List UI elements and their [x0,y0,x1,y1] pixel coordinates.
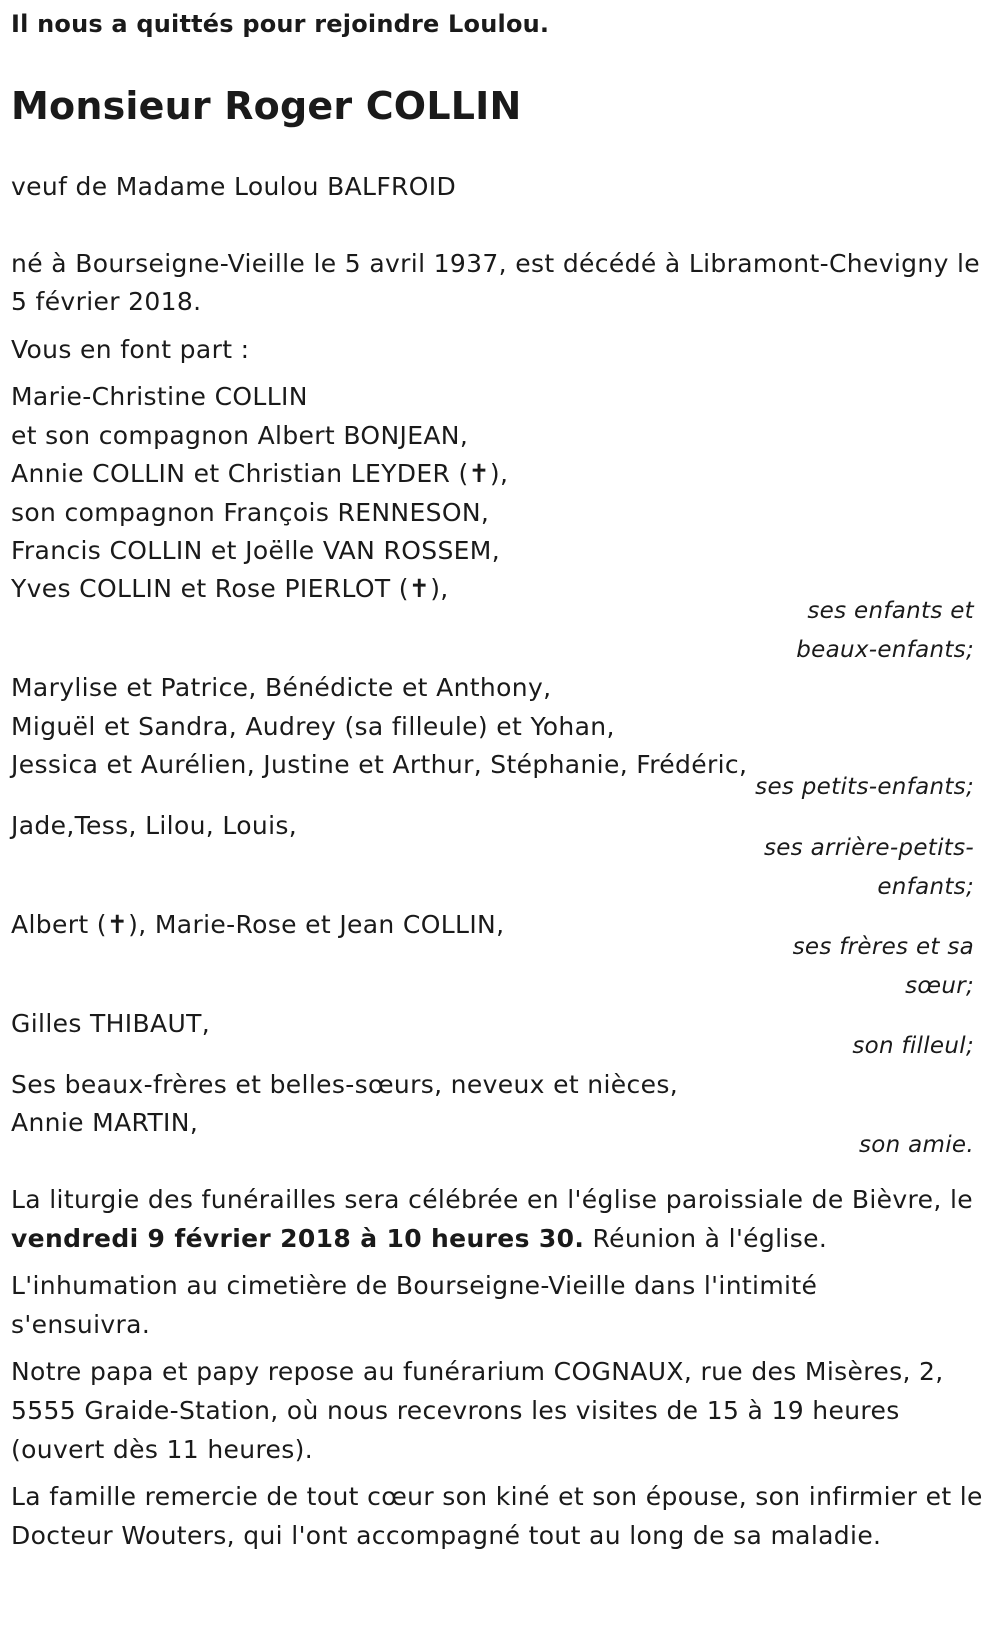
children-line: Marie-Christine COLLIN [11,382,308,411]
godson-relation: son filleul; [852,1033,974,1059]
funeral-meeting: Réunion à l'église. [584,1224,828,1253]
thanks-paragraph: La famille remercie de tout cœur son kiné et son épouse, son infirmier et le Docteur Wouters, qui l'ont accompagné tout au long de sa maladie. [11,1482,983,1550]
siblings-line: Albert (✝), Marie-Rose et Jean COLLIN, [11,910,505,939]
children-line: Yves COLLIN et Rose PIERLOT (✝), [11,574,449,603]
others-relation: son amie. [859,1132,974,1158]
great-grandchildren-line: Jade,Tess, Lilou, Louis, [11,811,298,840]
children-line: son compagnon François RENNESON, [11,498,490,527]
children-relation: ses enfants et beaux-enfants; [796,598,974,663]
godson-line: Gilles THIBAUT, [11,1009,211,1038]
grandchildren-line: Jessica et Aurélien, Justine et Arthur, Stéphanie, Frédéric, [11,750,748,779]
funeral-text: La liturgie des funérailles sera célébrée en l'église paroissiale de Bièvre, le [11,1185,973,1214]
siblings-relation: ses frères et sa sœur; [792,934,974,999]
birth-death-line-1: né à Bourseigne-Vieille le 5 avril 1937, est décédé à Libramont-Chevigny le [11,249,981,278]
others-line: Annie MARTIN, [11,1108,199,1137]
deceased-name: Monsieur Roger COLLIN [11,84,522,128]
announce-by: Vous en font part : [11,335,250,364]
grandchildren-line: Marylise et Patrice, Bénédicte et Anthony, [11,673,552,702]
burial-paragraph: L'inhumation au cimetière de Bourseigne-Vieille dans l'intimité s'ensuivra. [11,1271,818,1339]
rest-paragraph: Notre papa et papy repose au funérarium COGNAUX, rue des Misères, 2, 5555 Graide-Station, où nous recevrons les visites de 15 à 19 heures (ouvert dès 11 heures). [11,1357,944,1464]
great-grandchildren-relation: ses arrière-petits-enfants; [763,835,974,900]
others-line: Ses beaux-frères et belles-sœurs, neveux et nièces, [11,1070,679,1099]
children-line: et son compagnon Albert BONJEAN, [11,421,469,450]
intro-text: Il nous a quittés pour rejoindre Loulou. [11,10,550,38]
children-line: Annie COLLIN et Christian LEYDER (✝), [11,459,509,488]
spouse-line: veuf de Madame Loulou BALFROID [11,172,457,201]
grandchildren-line: Miguël et Sandra, Audrey (sa filleule) et Yohan, [11,712,615,741]
grandchildren-relation: ses petits-enfants; [755,774,974,800]
funeral-date: vendredi 9 février 2018 à 10 heures 30. [11,1224,585,1253]
funeral-paragraph [11,1180,989,1258]
children-line: Francis COLLIN et Joëlle VAN ROSSEM, [11,536,501,565]
birth-death-line-2: 5 février 2018. [11,287,202,316]
